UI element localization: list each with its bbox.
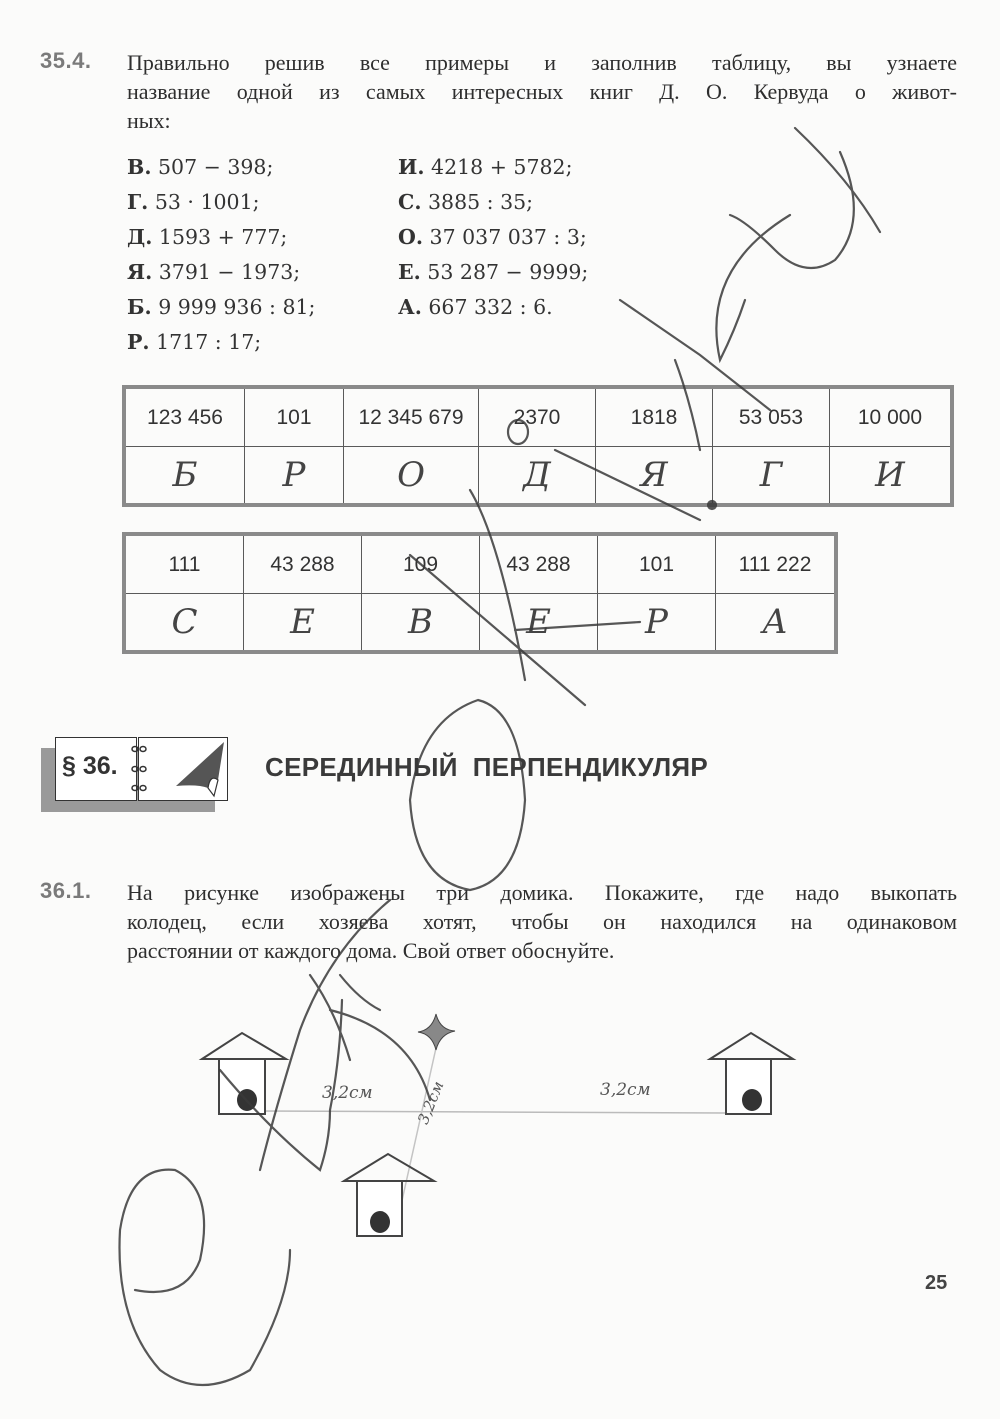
table-cell: 10 000 [830, 387, 953, 447]
table-cell: 43 288 [244, 534, 362, 594]
table-cell: 101 [245, 387, 344, 447]
table-cell: 1818 [596, 387, 713, 447]
answer-cell[interactable]: В [362, 594, 480, 653]
table-cell: 43 288 [480, 534, 598, 594]
table-cell: 109 [362, 534, 480, 594]
distance-line-left [260, 1111, 490, 1112]
task-35-4-line-2: название одной из самых интересных книг Д. О. Кервуда о живот- [127, 79, 957, 104]
answer-cell[interactable]: Я [596, 447, 713, 506]
table-cell: 2370 [479, 387, 596, 447]
table-cell: 101 [598, 534, 716, 594]
scribble-stroke [730, 152, 854, 268]
example-a: А. 667 332 : 6. [398, 295, 553, 319]
example-e: Е. 53 287 − 9999; [398, 260, 589, 284]
task-36-1-line-3: расстоянии от каждого дома. Свой ответ обоснуйте. [127, 938, 615, 963]
example-b: Б. 9 999 936 : 81; [127, 295, 316, 319]
example-i: И. 4218 + 5782; [398, 155, 573, 179]
example-g: Г. 53 · 1001; [127, 190, 260, 214]
example-o: О. 37 037 037 : 3; [398, 225, 587, 249]
scribble-stroke [795, 128, 880, 232]
notebook-rings-icon [130, 740, 148, 798]
example-d: Д. 1593 + 777; [127, 225, 288, 249]
table-cell: 111 [124, 534, 244, 594]
answer-cell[interactable]: С [124, 594, 244, 653]
distance-label-diag: 3,2см [414, 1078, 448, 1127]
examples-right [398, 150, 588, 325]
answer-table-1 [122, 385, 954, 507]
distance-line-right [490, 1112, 725, 1113]
house-left-icon [202, 1033, 286, 1114]
example-r: Р. 1717 : 17; [127, 330, 262, 354]
house-bottom-icon [344, 1154, 434, 1236]
task-36-1-line-1: На рисунке изображены три домика. Покажите, где надо выкопать [127, 880, 957, 905]
answer-table-2 [122, 532, 838, 654]
section-title: СЕРЕДИННЫЙ ПЕРПЕНДИКУЛЯР [265, 752, 709, 782]
page-number: 25 [925, 1272, 948, 1294]
task-35-4-line-1: Правильно решив все примеры и заполнив таблицу, вы узнаете [127, 50, 957, 75]
scribble-stroke [410, 700, 525, 890]
answer-cell[interactable]: Р [245, 447, 344, 506]
answer-cell[interactable]: О [344, 447, 479, 506]
section-label: § 36. [62, 752, 118, 780]
page-curl-icon [168, 740, 226, 798]
table-cell: 111 222 [716, 534, 837, 594]
answer-cell[interactable]: Д [479, 447, 596, 506]
task-36-1-line-2: колодец, если хозяева хотят, чтобы он находился на одинаковом [127, 909, 957, 934]
examples-left [127, 150, 315, 360]
task-35-4-line-3: ных: [127, 108, 171, 133]
table-2-numbers-row [124, 534, 836, 594]
table-1-numbers-row [124, 387, 952, 447]
example-s: С. 3885 : 35; [398, 190, 534, 214]
table-cell: 53 053 [713, 387, 830, 447]
answer-cell[interactable]: Г [713, 447, 830, 506]
example-ya: Я. 3791 − 1973; [127, 260, 301, 284]
answer-cell[interactable]: Е [480, 594, 598, 653]
well-star-icon [418, 1014, 455, 1050]
table-cell: 12 345 679 [344, 387, 479, 447]
answer-cell[interactable]: А [716, 594, 837, 653]
distance-label-left: 3,2см [322, 1083, 373, 1103]
task-number-35-4: 35.4. [40, 48, 92, 73]
answer-cell[interactable]: Б [124, 447, 245, 506]
task-number-36-1: 36.1. [40, 878, 92, 903]
house-right-icon [710, 1033, 793, 1114]
table-2-answers-row [124, 594, 836, 653]
answer-cell[interactable]: Р [598, 594, 716, 653]
answer-cell[interactable]: Е [244, 594, 362, 653]
houses-diagram [190, 1000, 810, 1260]
distance-label-right: 3,2см [600, 1080, 651, 1100]
example-v: В. 507 − 398; [127, 155, 274, 179]
table-1-answers-row [124, 447, 952, 506]
table-cell: 123 456 [124, 387, 245, 447]
answer-cell[interactable]: И [830, 447, 953, 506]
scribble-stroke [716, 215, 790, 360]
